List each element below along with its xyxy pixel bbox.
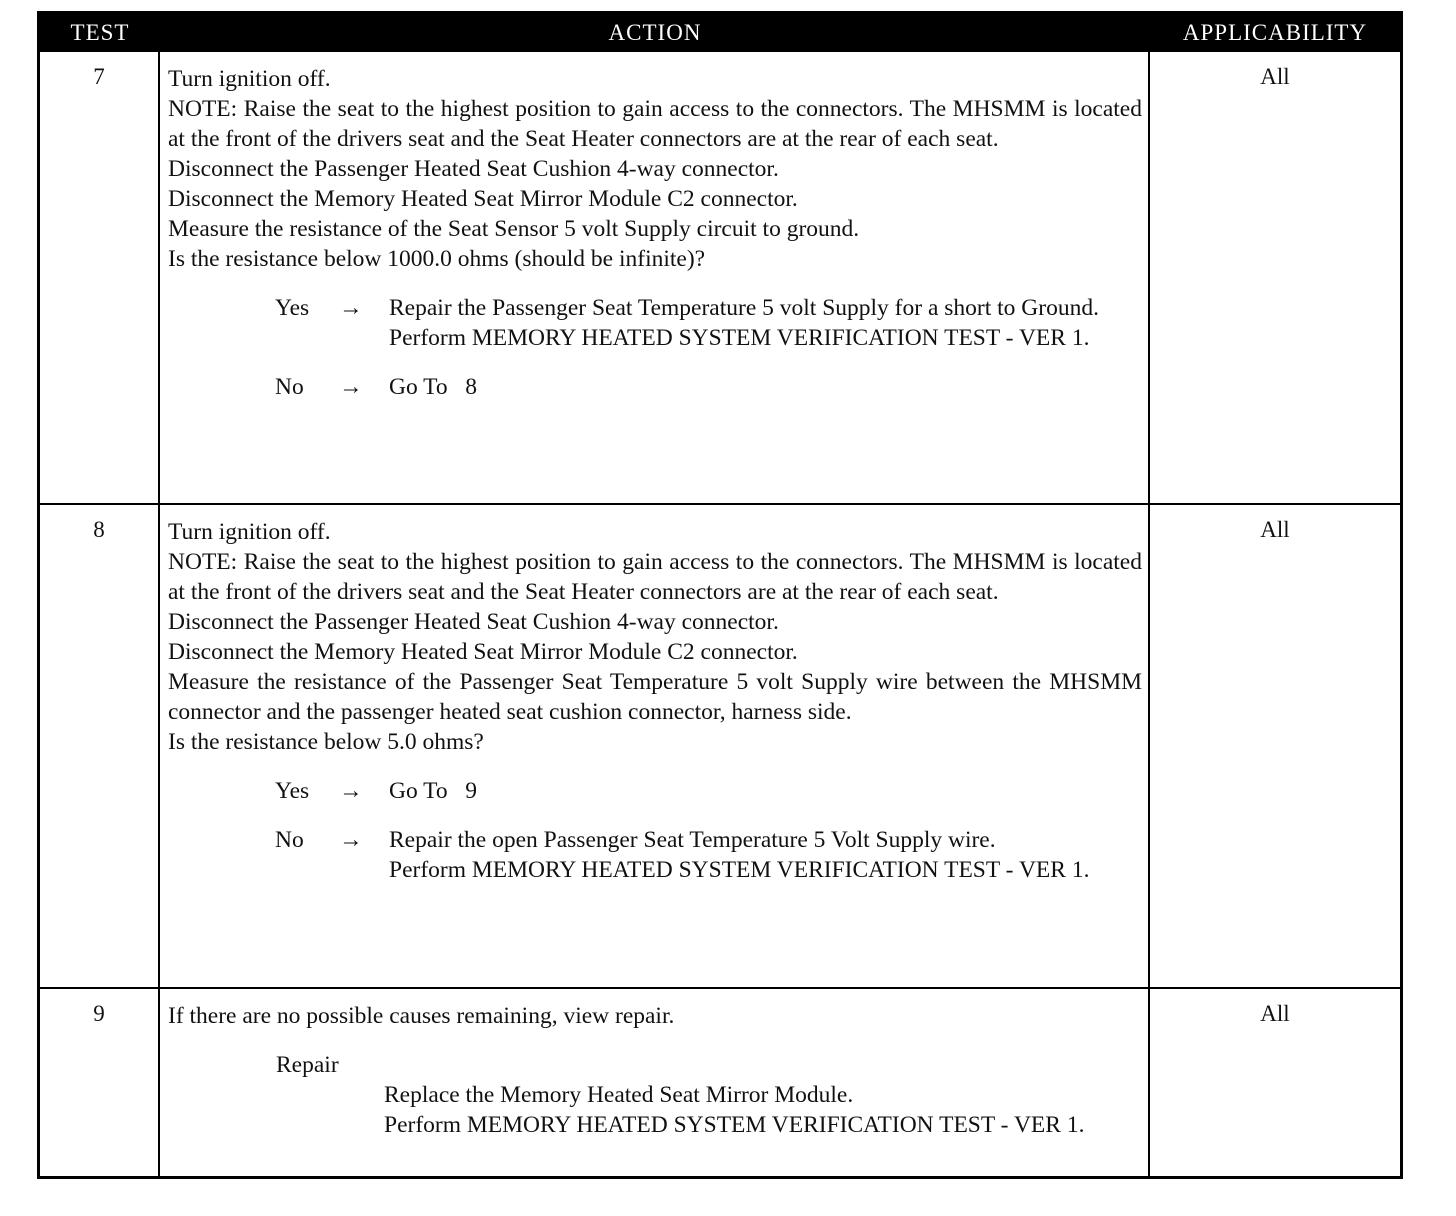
result-line: Perform MEMORY HEATED SYSTEM VERIFICATION TEST - VER 1.	[389, 325, 1090, 351]
table-header	[40, 14, 1400, 52]
applicability-cell: All	[1260, 1001, 1290, 1026]
action-note: NOTE: Raise the seat to the highest position to gain access to the connectors. The MHSMM is located at the front of the drivers seat and the Seat Heater connectors are at the rear of each seat.	[168, 549, 1142, 605]
no-label: No	[275, 827, 304, 853]
table-row-test-8	[40, 503, 1400, 987]
yes-branch	[168, 293, 1142, 353]
yes-result	[389, 776, 1142, 806]
result-line: Repair the Passenger Seat Temperature 5 volt Supply for a short to Ground.	[389, 295, 1099, 321]
result-line: Perform MEMORY HEATED SYSTEM VERIFICATION TEST - VER 1.	[389, 857, 1090, 883]
applicability-cell: All	[1260, 517, 1290, 542]
result-line: Repair the open Passenger Seat Temperature 5 Volt Supply wire.	[389, 827, 996, 853]
arrow-right-icon: →	[339, 374, 363, 400]
action-cell	[160, 52, 1150, 503]
action-line: If there are no possible causes remaining, view repair.	[168, 1003, 675, 1029]
repair-label: Repair	[276, 1052, 339, 1078]
diagnostic-test-table	[37, 11, 1403, 1179]
action-question: Is the resistance below 1000.0 ohms (should be infinite)?	[168, 246, 706, 272]
table-row-test-7	[40, 52, 1400, 503]
repair-line: Replace the Memory Heated Seat Mirror Module.	[384, 1082, 854, 1108]
action-line: Turn ignition off.	[168, 66, 331, 92]
action-cell	[160, 505, 1150, 987]
result-line: Go To 8	[389, 374, 478, 400]
no-result	[389, 825, 1142, 885]
arrow-right-icon: →	[339, 827, 363, 853]
header-action: ACTION	[608, 20, 702, 45]
result-line: Go To 9	[389, 778, 478, 804]
yes-branch	[168, 776, 1142, 806]
no-result	[389, 372, 1142, 402]
action-note: NOTE: Raise the seat to the highest position to gain access to the connectors. The MHSMM is located at the front of the drivers seat and the Seat Heater connectors are at the rear of each seat.	[168, 96, 1142, 152]
action-cell	[160, 989, 1150, 1176]
header-applicability: APPLICABILITY	[1182, 20, 1368, 45]
repair-text	[384, 1080, 1142, 1140]
yes-result	[389, 293, 1142, 353]
arrow-right-icon: →	[339, 295, 363, 321]
action-line: Measure the resistance of the Passenger Seat Temperature 5 volt Supply wire between the MHSMM connector and the passenger heated seat cushion connector, harness side.	[168, 669, 1142, 725]
action-line: Disconnect the Passenger Heated Seat Cushion 4-way connector.	[168, 609, 779, 635]
yes-label: Yes	[275, 778, 310, 804]
no-branch	[168, 372, 1142, 402]
action-question: Is the resistance below 5.0 ohms?	[168, 729, 484, 755]
repair-line: Perform MEMORY HEATED SYSTEM VERIFICATION TEST - VER 1.	[384, 1112, 1085, 1138]
applicability-cell: All	[1260, 64, 1290, 89]
header-test: TEST	[70, 20, 130, 45]
action-line: Turn ignition off.	[168, 519, 331, 545]
table-row-test-9	[40, 987, 1400, 1176]
no-branch	[168, 825, 1142, 885]
action-line: Measure the resistance of the Seat Sensor 5 volt Supply circuit to ground.	[168, 216, 860, 242]
no-label: No	[275, 374, 304, 400]
action-line: Disconnect the Memory Heated Seat Mirror Module C2 connector.	[168, 639, 798, 665]
test-number: 8	[40, 505, 160, 987]
yes-label: Yes	[275, 295, 310, 321]
test-number: 9	[40, 989, 160, 1176]
test-number: 7	[40, 52, 160, 503]
arrow-right-icon: →	[339, 778, 363, 804]
action-line: Disconnect the Passenger Heated Seat Cushion 4-way connector.	[168, 156, 779, 182]
action-line: Disconnect the Memory Heated Seat Mirror Module C2 connector.	[168, 186, 798, 212]
